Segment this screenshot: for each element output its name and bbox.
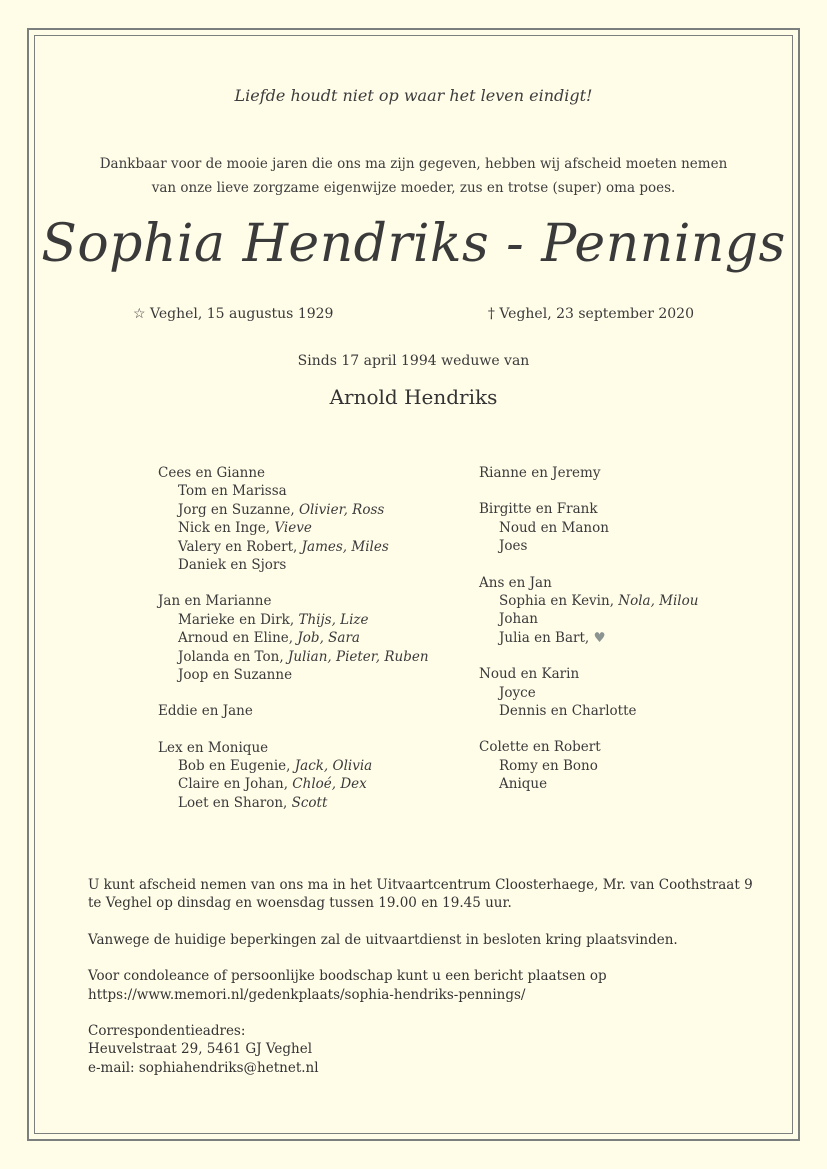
child-names: Valery en Robert, [178,538,302,555]
child-names: Joyce [499,684,536,701]
visit-info [88,876,753,913]
address-street: Heuvelstraat 29, 5461 GJ Veghel [88,1041,313,1058]
child-names: Arnoud en Eline, [178,630,298,647]
family-parents: Colette en Robert [479,739,601,756]
grandchildren-names: Thijs, Lize [298,611,369,628]
family-child [158,611,429,629]
child-names: Joes [499,538,528,555]
grandchildren-names: Scott [291,794,328,811]
family-block [158,702,429,720]
family-parents: Cees en Gianne [158,465,266,481]
birth-date: ☆ Veghel, 15 augustus 1929 [133,306,334,322]
funeral-info [88,876,753,1095]
husband-name: Arnold Hendriks [329,385,498,409]
grandchildren-names: Job, Sara [297,630,360,647]
address-info [88,1022,753,1077]
motto: Liefde houdt niet op waar het leven eindigt! [234,86,593,105]
grandchildren-names: Olivier, Ross [298,501,385,518]
family-parents: Eddie en Jane [158,703,253,720]
child-names: Romy en Bono [499,757,598,774]
child-names: Nick en Inge, [178,520,275,537]
child-names: Tom en Marissa [178,483,287,500]
widow-line: Sinds 17 april 1994 weduwe van [297,353,530,369]
family-block [479,665,698,720]
grandchildren-names: Jack, Olivia [294,758,373,775]
family-block [158,592,429,684]
family-parents: Rianne en Jeremy [479,465,601,481]
family-column-left [158,464,429,830]
child-names: Joop en Suzanne [178,666,293,683]
family-block [479,574,698,648]
child-names: Marieke en Dirk, [178,611,299,628]
death-date: † Veghel, 23 september 2020 [487,306,694,322]
grandchildren-names: Julian, Pieter, Ruben [287,648,429,665]
child-names: Daniek en Sjors [178,556,287,573]
family-child [158,757,429,775]
family-parents: Ans en Jan [479,574,552,591]
address-email[interactable]: e-mail: sophiahendriks@hetnet.nl [88,1059,319,1076]
deceased-name: Sophia Hendriks - Pennings [41,214,786,274]
family-child [158,666,429,684]
family-child [479,610,698,628]
family-block [158,464,429,574]
grandchildren-names: Chloé, Dex [292,776,367,793]
child-names: Loet en Sharon, [178,794,292,811]
grandchildren-names: Nola, Milou [618,592,699,609]
family-child [158,648,429,666]
family-child [479,775,698,793]
family-child [479,592,698,610]
visit-line: U kunt afscheid nemen van ons ma in het Uitvaartcentrum Cloosterhaege, Mr. van Coothstraat 9 [88,877,753,893]
child-names: Claire en Johan, [178,776,293,793]
family-child [479,684,698,702]
family-child [158,629,429,647]
family-child [479,537,698,555]
family-child [479,702,698,720]
child-names: Dennis en Charlotte [499,702,637,719]
family-child [158,501,429,519]
family-child [158,556,429,574]
condolence-line: Voor condoleance of persoonlijke boodschap kunt u een bericht plaatsen op [88,968,607,985]
child-names: Jolanda en Ton, [178,648,288,665]
heart-icon: ♥ [593,629,606,646]
family-block [479,738,698,793]
family-child [158,482,429,500]
family-child [479,519,698,537]
family-block [479,464,698,482]
child-names: Johan [499,611,538,628]
family-parents: Noud en Karin [479,666,580,683]
intro-line: van onze lieve zorgzame eigenwijze moeder, zus en trotse (super) oma poes. [151,180,676,196]
child-names: Julia en Bart, [499,629,594,646]
family-child [158,519,429,537]
family-parents: Birgitte en Frank [479,501,598,518]
intro-line: Dankbaar voor de mooie jaren die ons ma zijn gegeven, hebben wij afscheid moeten nemen [99,156,728,172]
child-names: Bob en Eugenie, [178,758,295,775]
family-parents: Jan en Marianne [158,593,272,610]
condolence-link[interactable]: https://www.memori.nl/gedenkplaats/sophia-hendriks-pennings/ [88,986,526,1003]
intro-text [0,152,827,200]
child-names: Sophia en Kevin, [499,592,619,609]
visit-line: te Veghel op dinsdag en woensdag tussen 19.00 en 19.45 uur. [88,895,512,912]
family-child [479,757,698,775]
child-names: Jorg en Suzanne, [178,501,299,518]
child-names: Anique [499,776,548,793]
family-block [158,739,429,813]
condolence-info [88,967,753,1004]
family-child [158,794,429,812]
family-child [158,538,429,556]
family-child [479,629,698,647]
family-block [479,500,698,555]
child-names: Noud en Manon [499,519,609,536]
family-parents: Lex en Monique [158,739,269,756]
service-info: Vanwege de huidige beperkingen zal de uitvaartdienst in besloten kring plaatsvinden. [88,931,678,948]
grandchildren-names: James, Miles [301,538,389,555]
address-label: Correspondentieadres: [88,1023,246,1040]
family-column-right [479,464,698,811]
family-child [158,775,429,793]
grandchildren-names: Vieve [274,520,312,537]
